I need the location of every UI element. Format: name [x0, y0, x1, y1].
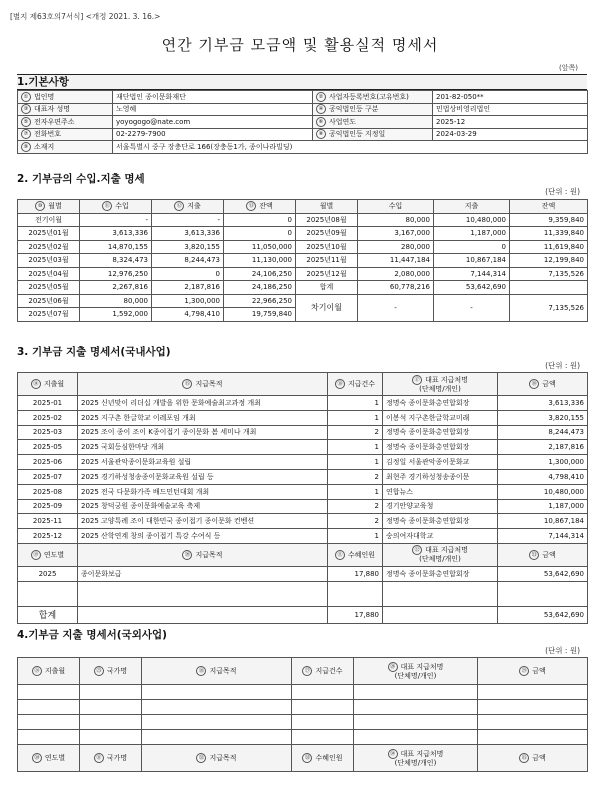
col-amount-sub: ㉓ 금액: [498, 543, 588, 566]
count-cell: 2: [328, 425, 383, 440]
recipient-cell: 연합뉴스: [383, 484, 498, 499]
basic-label-text: 공익법인등 지정일: [329, 130, 386, 139]
total-label: 합계: [18, 606, 78, 623]
basic-value: 2025-12: [433, 116, 588, 129]
col-amount: ⑱ 금액: [498, 373, 588, 396]
item-number: ④: [316, 104, 326, 114]
month-cell: 2025년02월: [18, 240, 80, 254]
basic-label: [18, 91, 113, 104]
col-expense: ⑫ 지출: [152, 200, 224, 214]
table-row: [18, 700, 588, 715]
balance-cell: 11,619,840: [510, 240, 588, 254]
basic-value: 노영혜: [113, 103, 313, 116]
purpose-cell: 2025 서울관악종이문화교육원 설립: [78, 455, 328, 470]
recipient-cell: 정명숙 종이문화총연합회장: [383, 396, 498, 411]
col-ovs-purpose: ㉖ 지급목적: [142, 658, 292, 685]
col-income-2: 수입: [358, 200, 434, 214]
table-row: [18, 267, 588, 281]
col-ovs-year: ㉚ 연도별: [18, 745, 80, 772]
expense-cell: 2,187,816: [152, 281, 224, 295]
side-note: (앞쪽): [559, 64, 578, 72]
amount-cell: 7,144,314: [498, 529, 588, 544]
expense-cell: 7,144,314: [434, 267, 510, 281]
expense-cell: 8,244,473: [152, 254, 224, 268]
col-recipient: ⑰ 대표 지급처명 (단체명/개인): [383, 373, 498, 396]
month-cell: 합계: [296, 281, 358, 295]
col-count: ⑯ 지급건수: [328, 373, 383, 396]
table-row: [18, 254, 588, 268]
col-expense-2: 지출: [434, 200, 510, 214]
col-ovs-country: ㉕ 국가명: [80, 658, 142, 685]
balance-cell: 9,359,840: [510, 213, 588, 227]
col-purpose-sub: ⑳ 지급목적: [78, 543, 328, 566]
col-ovs-amount: ㉙ 금액: [478, 658, 588, 685]
section-income-heading: 2. 기부금의 수입.지출 명세: [17, 173, 145, 185]
basic-label-text: 공익법인등 구분: [329, 105, 379, 114]
carry-expense-cell: -: [434, 294, 510, 321]
purpose-cell: 2025 창덕궁원 종이문화예술교육 축제: [78, 499, 328, 514]
recipient-cell: 정명숙 종이문화총연합회장: [383, 566, 498, 581]
col-people: ㉑ 수혜인원: [328, 543, 383, 566]
basic-row: [18, 103, 588, 116]
purpose-cell: 2025 지구촌 한글학교 이레포임 개최: [78, 410, 328, 425]
recipient-cell: 정명숙 종이문화총연합회장: [383, 425, 498, 440]
col-ovs-people: ㉝ 수혜인원: [292, 745, 354, 772]
balance-cell: 24,106,250: [224, 267, 296, 281]
month-cell: 2025년07월: [18, 308, 80, 322]
section-overseas-heading: 4.기부금 지출 명세서(국외사업): [17, 629, 167, 641]
basic-label: [313, 128, 433, 141]
table-row: [18, 440, 588, 455]
basic-value: 201-82-050**: [433, 91, 588, 104]
purpose-cell: 2025 신년맞이 리더십 개발을 위한 문화예술최고과정 개최: [78, 396, 328, 411]
purpose-cell: 2025 고양특례 조이 대한민국 종이접기 종이문화 컨벤션: [78, 514, 328, 529]
income-unit: (단위 : 원): [545, 187, 580, 196]
year-cell: 2025: [18, 566, 78, 581]
income-cell: 80,000: [80, 294, 152, 308]
address-label-text: 소재지: [34, 142, 55, 151]
item-number: ⑨: [21, 142, 31, 152]
count-cell: 1: [328, 410, 383, 425]
table-row: [18, 410, 588, 425]
table-row: [18, 425, 588, 440]
balance-cell: [510, 281, 588, 295]
col-ovs-month: ㉔ 지출월: [18, 658, 80, 685]
expense-cell: 0: [434, 240, 510, 254]
expense-cell: 3,820,155: [152, 240, 224, 254]
expense-month-cell: 2025-09: [18, 499, 78, 514]
col-balance: ⑬ 잔액: [224, 200, 296, 214]
income-cell: 3,613,336: [80, 227, 152, 241]
table-row: [18, 213, 588, 227]
expense-month-cell: 2025-05: [18, 440, 78, 455]
income-cell: 14,870,155: [80, 240, 152, 254]
table-row: [18, 294, 588, 308]
overseas-expense-table: [17, 657, 588, 772]
balance-cell: 19,759,840: [224, 308, 296, 322]
basic-label: [313, 103, 433, 116]
col-purpose: ⑮ 지급목적: [78, 373, 328, 396]
item-number: ③: [21, 104, 31, 114]
basic-row: [18, 116, 588, 129]
item-number: ⑤: [21, 117, 31, 127]
domestic-unit: (단위 : 원): [545, 361, 580, 370]
month-cell: 2025년04월: [18, 267, 80, 281]
count-cell: 1: [328, 440, 383, 455]
basic-label-text: 대표자 성명: [34, 105, 71, 114]
income-cell: -: [80, 213, 152, 227]
people-cell: 17,880: [328, 566, 383, 581]
balance-cell: 7,135,526: [510, 267, 588, 281]
domestic-expense-table: [17, 372, 588, 624]
col-year: ⑲ 연도별: [18, 543, 78, 566]
col-ovs-count: ㉗ 지급건수: [292, 658, 354, 685]
month-cell: 2025년03월: [18, 254, 80, 268]
month-cell: 2025년09월: [296, 227, 358, 241]
recipient-cell: 경기안양교육청: [383, 499, 498, 514]
amount-cell: 1,300,000: [498, 455, 588, 470]
col-ovs-purpose-sub: ㉜ 지급목적: [142, 745, 292, 772]
basic-value: 02-2279-7900: [113, 128, 313, 141]
amount-cell: 10,867,184: [498, 514, 588, 529]
table-row: [18, 469, 588, 484]
balance-cell: 12,199,840: [510, 254, 588, 268]
expense-cell: -: [152, 213, 224, 227]
count-cell: 1: [328, 484, 383, 499]
count-cell: 1: [328, 455, 383, 470]
basic-label-text: 사업자등록번호(고유번호): [329, 92, 409, 101]
recipient-cell: 이봉석 지구촌한글학교미래: [383, 410, 498, 425]
expense-month-cell: 2025-01: [18, 396, 78, 411]
month-cell: 2025년05월: [18, 281, 80, 295]
expense-month-cell: 2025-02: [18, 410, 78, 425]
table-row: [18, 281, 588, 295]
table-row: [18, 730, 588, 745]
amount-cell: 53,642,690: [498, 566, 588, 581]
month-cell: 2025년01월: [18, 227, 80, 241]
table-row: [18, 499, 588, 514]
table-row: [18, 484, 588, 499]
income-cell: 3,167,000: [358, 227, 434, 241]
basic-row: [18, 91, 588, 104]
expense-month-cell: 2025-12: [18, 529, 78, 544]
purpose-cell: 2025 전국 다문화가족 배드민턴대회 개최: [78, 484, 328, 499]
col-balance-2: 잔액: [510, 200, 588, 214]
balance-cell: 24,186,250: [224, 281, 296, 295]
purpose-cell: 2025 경기하성청송종이문화교육원 설립 등: [78, 469, 328, 484]
count-cell: 1: [328, 396, 383, 411]
balance-cell: 11,050,000: [224, 240, 296, 254]
month-cell: 2025년06월: [18, 294, 80, 308]
basic-label-text: 법인명: [34, 92, 55, 101]
col-month-2: 월별: [296, 200, 358, 214]
purpose-cell: 2025 조이 종이 조이 K종이접기 종이문화 봄 세미나 개최: [78, 425, 328, 440]
total-people: 17,880: [328, 606, 383, 623]
basic-label-text: 전화번호: [34, 130, 62, 139]
income-cell: 60,778,216: [358, 281, 434, 295]
page-title: 연간 기부금 모금액 및 활용실적 명세서: [161, 36, 439, 54]
recipient-cell: 정명숙 종이문화총연합회장: [383, 440, 498, 455]
recipient-cell: 김정일 서울관악종이문화교: [383, 455, 498, 470]
count-cell: 1: [328, 529, 383, 544]
income-cell: 8,324,473: [80, 254, 152, 268]
form-number: [별지 제63호의7서식] <개정 2021. 3. 16.>: [10, 12, 161, 21]
item-number: ①: [21, 92, 31, 102]
income-cell: 11,447,184: [358, 254, 434, 268]
table-row: [18, 240, 588, 254]
item-number: ⑥: [316, 117, 326, 127]
table-row: [18, 685, 588, 700]
basic-label: [18, 128, 113, 141]
table-row: [18, 227, 588, 241]
income-cell: 80,000: [358, 213, 434, 227]
income-expense-table: [17, 199, 588, 322]
expense-cell: 10,867,184: [434, 254, 510, 268]
item-number: ⑧: [316, 129, 326, 139]
purpose-cell: 2025 국회등심한마당 개최: [78, 440, 328, 455]
expense-cell: 1,300,000: [152, 294, 224, 308]
amount-cell: 4,798,410: [498, 469, 588, 484]
table-row: [18, 396, 588, 411]
table-row: [18, 715, 588, 730]
month-cell: 2025년08월: [296, 213, 358, 227]
basic-label: [313, 116, 433, 129]
purpose-cell: 2025 산학연계 창의 종이접기 특강 수여식 등: [78, 529, 328, 544]
section-domestic-heading: 3. 기부금 지출 명세서(국내사업): [17, 346, 171, 358]
col-ovs-country-sub: ㉛ 국가명: [80, 745, 142, 772]
expense-cell: 53,642,690: [434, 281, 510, 295]
total-amount: 53,642,690: [498, 606, 588, 623]
balance-cell: 0: [224, 227, 296, 241]
col-month: ⑩ 월별: [18, 200, 80, 214]
basic-label: [18, 116, 113, 129]
amount-cell: 3,613,336: [498, 396, 588, 411]
expense-cell: 4,798,410: [152, 308, 224, 322]
amount-cell: 8,244,473: [498, 425, 588, 440]
income-cell: 280,000: [358, 240, 434, 254]
month-cell: 2025년12월: [296, 267, 358, 281]
income-cell: 2,080,000: [358, 267, 434, 281]
amount-cell: 1,187,000: [498, 499, 588, 514]
section-basic-heading: 1.기본사항: [17, 74, 587, 90]
item-number: ⑦: [21, 129, 31, 139]
expense-month-cell: 2025-06: [18, 455, 78, 470]
balance-cell: 0: [224, 213, 296, 227]
overseas-unit: (단위 : 원): [545, 646, 580, 655]
amount-cell: 3,820,155: [498, 410, 588, 425]
basic-value: 2024-03-29: [433, 128, 588, 141]
carry-income-cell: -: [358, 294, 434, 321]
expense-cell: 0: [152, 267, 224, 281]
expense-cell: 10,480,000: [434, 213, 510, 227]
month-cell: 전기이월: [18, 213, 80, 227]
expense-cell: 1,187,000: [434, 227, 510, 241]
basic-value: yoyogogo@nate.com: [113, 116, 313, 129]
table-row: [18, 514, 588, 529]
purpose-cell: 종이문화보급: [78, 566, 328, 581]
expense-month-cell: 2025-07: [18, 469, 78, 484]
recipient-cell: 최현주 경기하성청송종이문: [383, 469, 498, 484]
expense-month-cell: 2025-03: [18, 425, 78, 440]
expense-month-cell: 2025-08: [18, 484, 78, 499]
basic-label: [18, 103, 113, 116]
carry-month-cell: 차기이월: [296, 294, 358, 321]
carry-balance-cell: 7,135,526: [510, 294, 588, 321]
basic-row: [18, 128, 588, 141]
income-cell: 1,592,000: [80, 308, 152, 322]
basic-value: 민법상비영리법인: [433, 103, 588, 116]
basic-row-address: [18, 141, 588, 154]
col-ovs-recipient: ㉘ 대표 지급처명 (단체명/개인): [354, 658, 478, 685]
month-cell: 2025년10월: [296, 240, 358, 254]
col-recipient-sub: ㉒ 대표 지급처명 (단체명/개인): [383, 543, 498, 566]
col-ovs-recipient-sub: ㉞ 대표 지급처명 (단체명/개인): [354, 745, 478, 772]
count-cell: 2: [328, 469, 383, 484]
count-cell: 2: [328, 499, 383, 514]
amount-cell: 10,480,000: [498, 484, 588, 499]
item-number: ②: [316, 92, 326, 102]
basic-value: 재단법인 종이문화재단: [113, 91, 313, 104]
expense-cell: 3,613,336: [152, 227, 224, 241]
col-expense-month: ⑭ 지출월: [18, 373, 78, 396]
basic-info-table: [17, 90, 588, 154]
table-row: [18, 529, 588, 544]
basic-label-text: 사업연도: [329, 117, 357, 126]
expense-month-cell: 2025-11: [18, 514, 78, 529]
col-income: ⑪ 수입: [80, 200, 152, 214]
basic-label-text: 전자우편주소: [34, 117, 75, 126]
income-cell: 2,267,816: [80, 281, 152, 295]
income-cell: 12,976,250: [80, 267, 152, 281]
basic-label: [313, 91, 433, 104]
table-row: [18, 566, 588, 581]
recipient-cell: 숭의여자대학교: [383, 529, 498, 544]
amount-cell: 2,187,816: [498, 440, 588, 455]
balance-cell: 11,130,000: [224, 254, 296, 268]
col-ovs-amount-sub: ㉟ 금액: [478, 745, 588, 772]
recipient-cell: 정명숙 종이문화총연합회장: [383, 514, 498, 529]
month-cell: 2025년11월: [296, 254, 358, 268]
count-cell: 2: [328, 514, 383, 529]
balance-cell: 22,966,250: [224, 294, 296, 308]
address-label: [18, 141, 113, 154]
balance-cell: 11,339,840: [510, 227, 588, 241]
table-row: [18, 455, 588, 470]
address-value: 서울특별시 중구 장충단로 166(장충동1가, 종이나라빌딩): [113, 141, 588, 154]
